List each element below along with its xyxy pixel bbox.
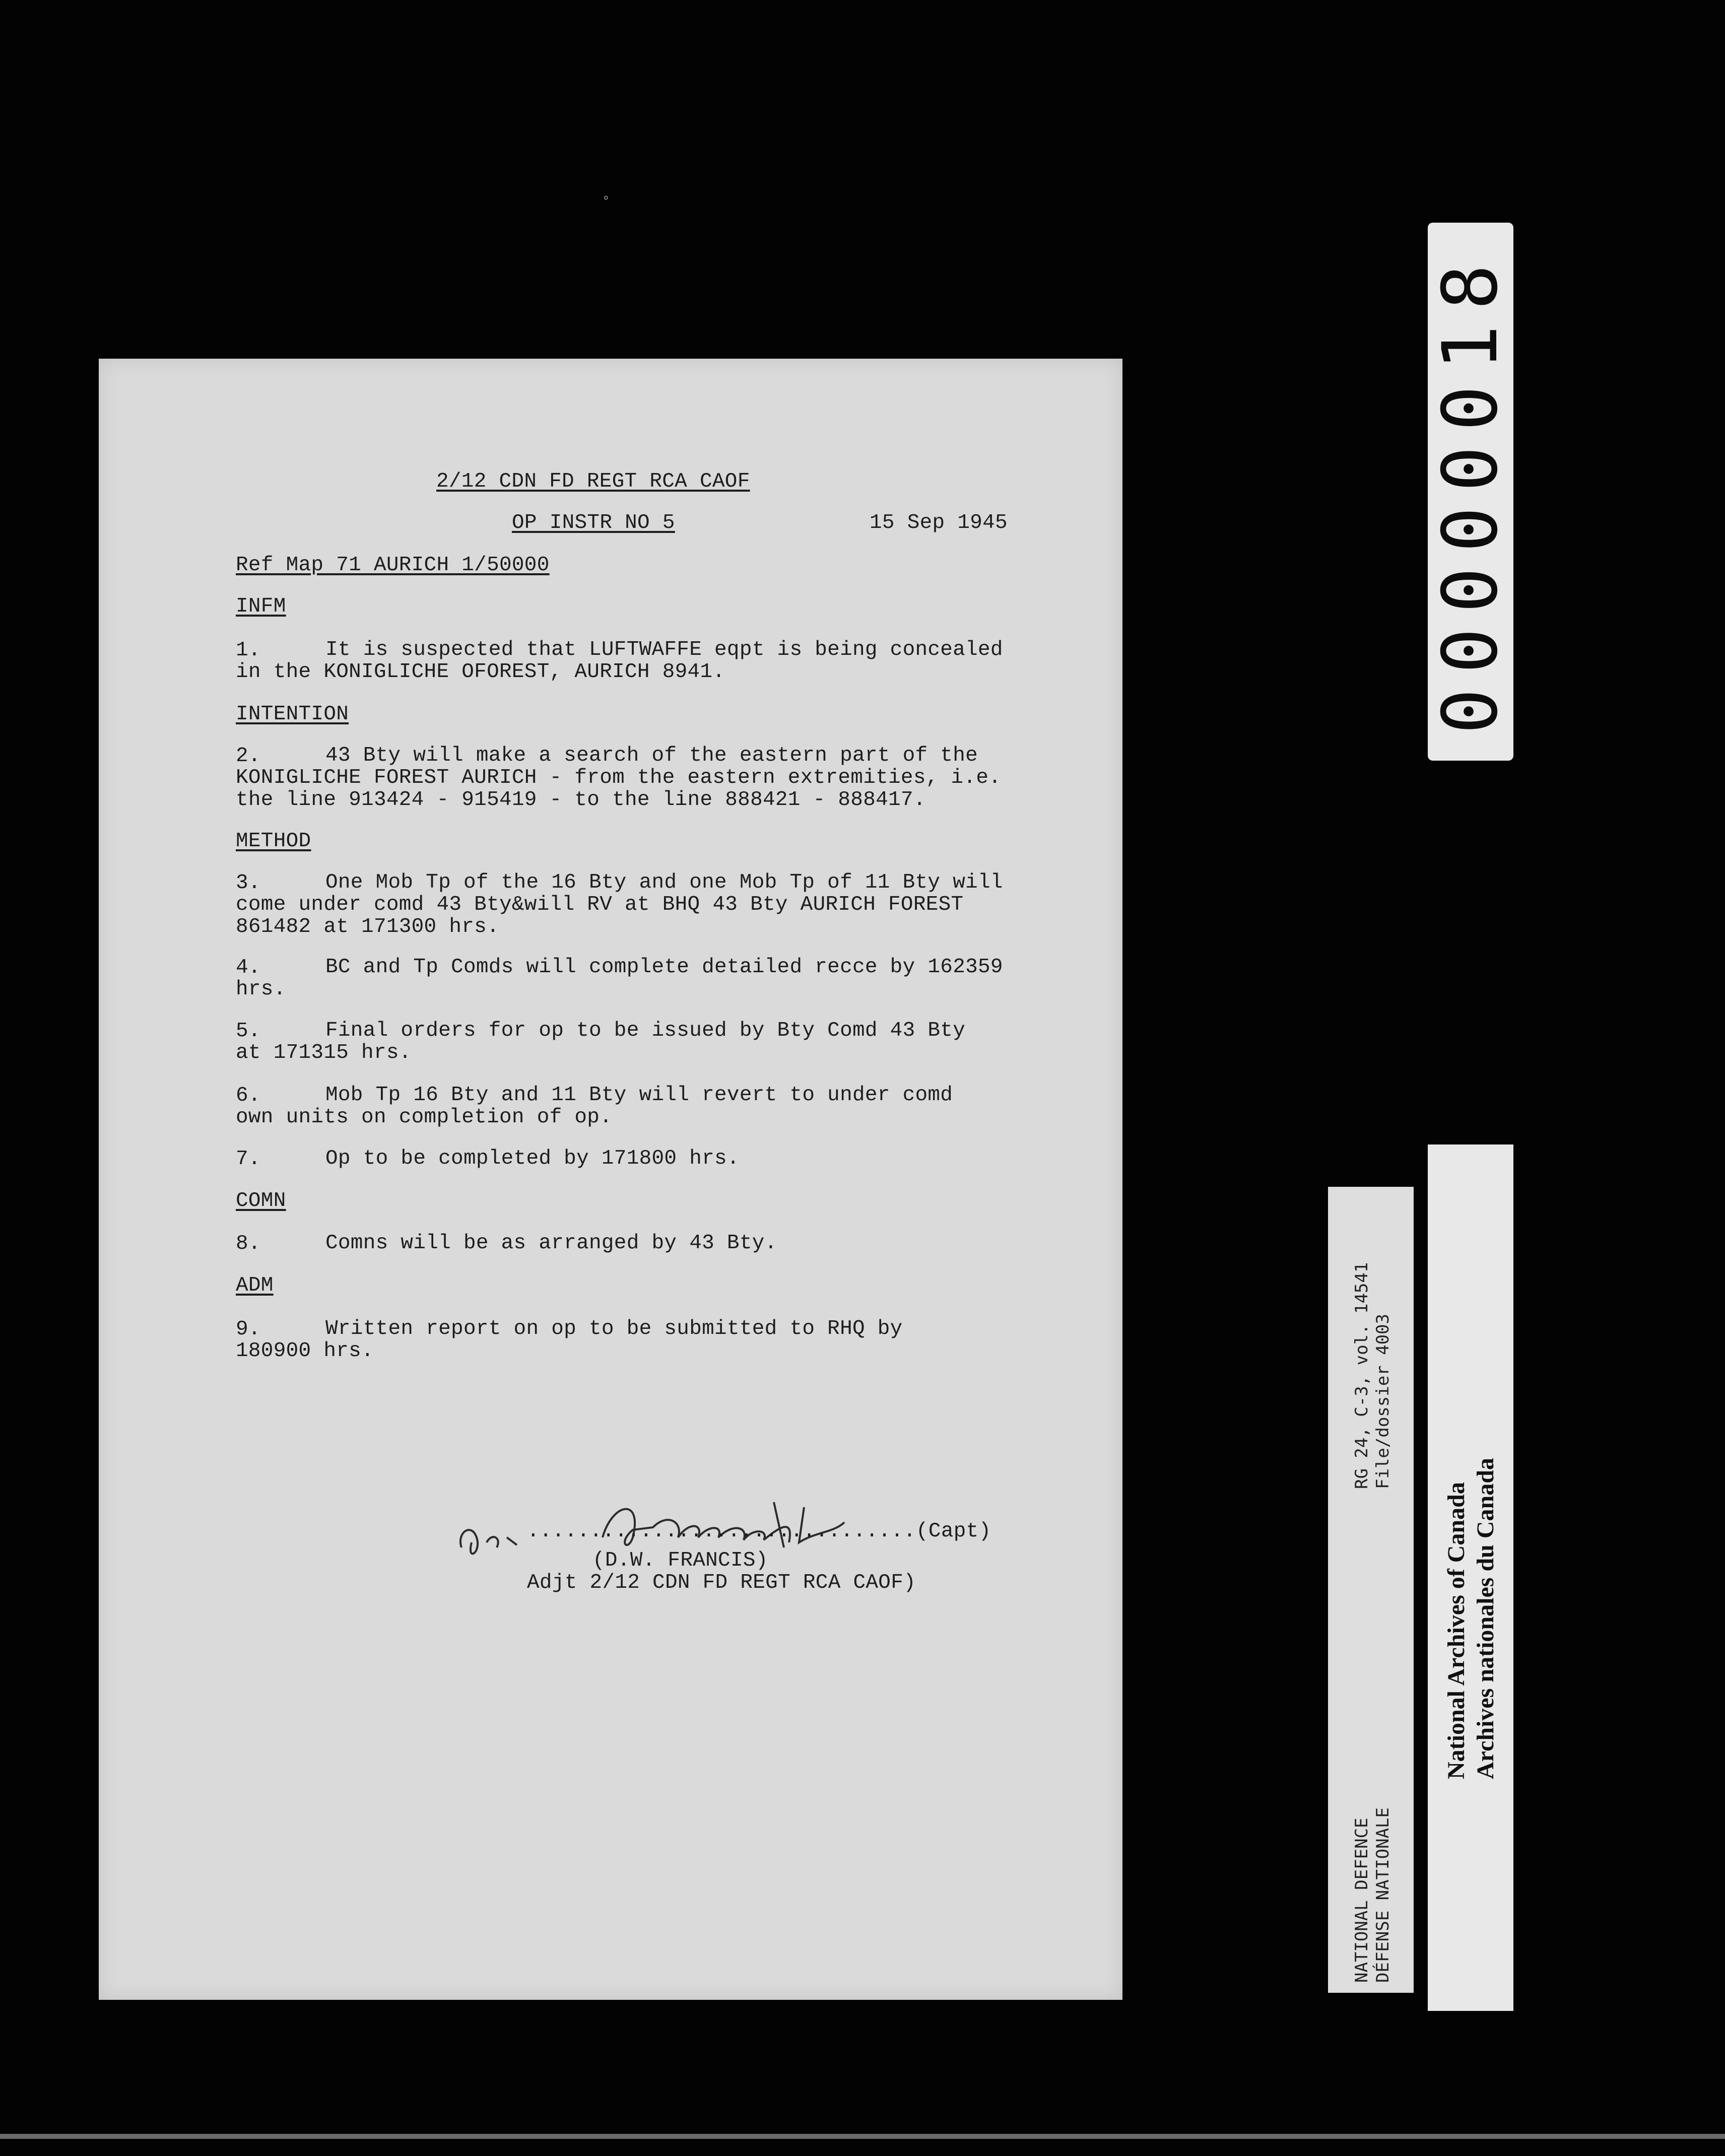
frame-number: 00000018	[1427, 249, 1514, 734]
document-page	[99, 359, 1122, 2000]
paragraph-text: 180900 hrs.	[236, 1339, 374, 1363]
department-fr: DÉFENSE NATIONALE	[1373, 1807, 1393, 1983]
signature-line: ...............................(Capt)	[527, 1520, 991, 1543]
paragraph-text: at 171315 hrs.	[236, 1041, 412, 1064]
paragraph-text: BC and Tp Comds will complete detailed recce by 162359	[325, 956, 1003, 979]
paragraph-text: KONIGLICHE FOREST AURICH - from the eastern extremities, i.e.	[236, 766, 1002, 789]
paragraph-number: 5.	[236, 1020, 261, 1043]
film-edge-line	[0, 2134, 1725, 2139]
paragraph-number: 4.	[236, 956, 261, 979]
signatory-title: Adjt 2/12 CDN FD REGT RCA CAOF)	[527, 1571, 916, 1594]
paragraph-text: in the KONIGLICHE OFOREST, AURICH 8941.	[236, 660, 725, 684]
paragraph-text: 43 Bty will make a search of the eastern part of the	[325, 744, 978, 767]
signatory-name: (D.W. FRANCIS)	[592, 1549, 768, 1572]
reference-label-strip	[1328, 1187, 1414, 1993]
section-method: METHOD	[236, 830, 311, 853]
paragraph-number: 2.	[236, 745, 261, 768]
paragraph-text: Mob Tp 16 Bty and 11 Bty will revert to under comd	[325, 1084, 953, 1107]
paragraph-number: 6.	[236, 1084, 261, 1107]
paragraph-text: It is suspected that LUFTWAFFE eqpt is being concealed	[325, 638, 1003, 661]
section-intention: INTENTION	[236, 703, 349, 726]
op-instruction-title: OP INSTR NO 5	[512, 511, 675, 534]
section-adm: ADM	[236, 1274, 274, 1297]
archives-name-en: National Archives of Canada	[1443, 1482, 1470, 1779]
frame-number-card	[1428, 223, 1513, 761]
paragraph-number: 9.	[236, 1318, 261, 1341]
paragraph-text: 861482 at 171300 hrs.	[236, 915, 499, 938]
archives-label-strip	[1428, 1144, 1513, 2011]
paragraph-number: 1.	[236, 639, 261, 662]
paragraph-number: 7.	[236, 1148, 261, 1171]
section-infm: INFM	[236, 595, 286, 618]
paragraph-text: hrs.	[236, 978, 286, 1001]
reference-map: Ref Map 71 AURICH 1/50000	[236, 554, 550, 577]
paragraph-text: come under comd 43 Bty&will RV at BHQ 43 Bty AURICH FOREST	[236, 893, 964, 916]
section-comn: COMN	[236, 1189, 286, 1212]
paragraph-text: Op to be completed by 171800 hrs.	[325, 1147, 740, 1170]
paragraph-text: Comns will be as arranged by 43 Bty.	[325, 1232, 777, 1255]
department-en: NATIONAL DEFENCE	[1352, 1817, 1372, 1983]
archive-file: File/dossier 4003	[1373, 1314, 1393, 1489]
film-dust-mark: ◦	[602, 190, 611, 208]
paragraph-number: 3.	[236, 871, 261, 895]
paragraph-text: Written report on op to be submitted to RHQ by	[325, 1317, 903, 1340]
paragraph-text: the line 913424 - 915419 - to the line 888421 - 888417.	[236, 788, 926, 812]
archive-reference: RG 24, C-3, vol. 14541	[1352, 1262, 1372, 1489]
archives-name-fr: Archives nationales du Canada	[1472, 1458, 1499, 1779]
paragraph-text: own units on completion of op.	[236, 1106, 613, 1129]
paragraph-text: Final orders for op to be issued by Bty Comd 43 Bty	[325, 1019, 966, 1042]
document-date: 15 Sep 1945	[870, 511, 1008, 534]
paragraph-number: 8.	[236, 1232, 261, 1255]
paragraph-text: One Mob Tp of the 16 Bty and one Mob Tp of 11 Bty will	[325, 871, 1003, 894]
unit-heading: 2/12 CDN FD REGT RCA CAOF	[436, 470, 750, 493]
